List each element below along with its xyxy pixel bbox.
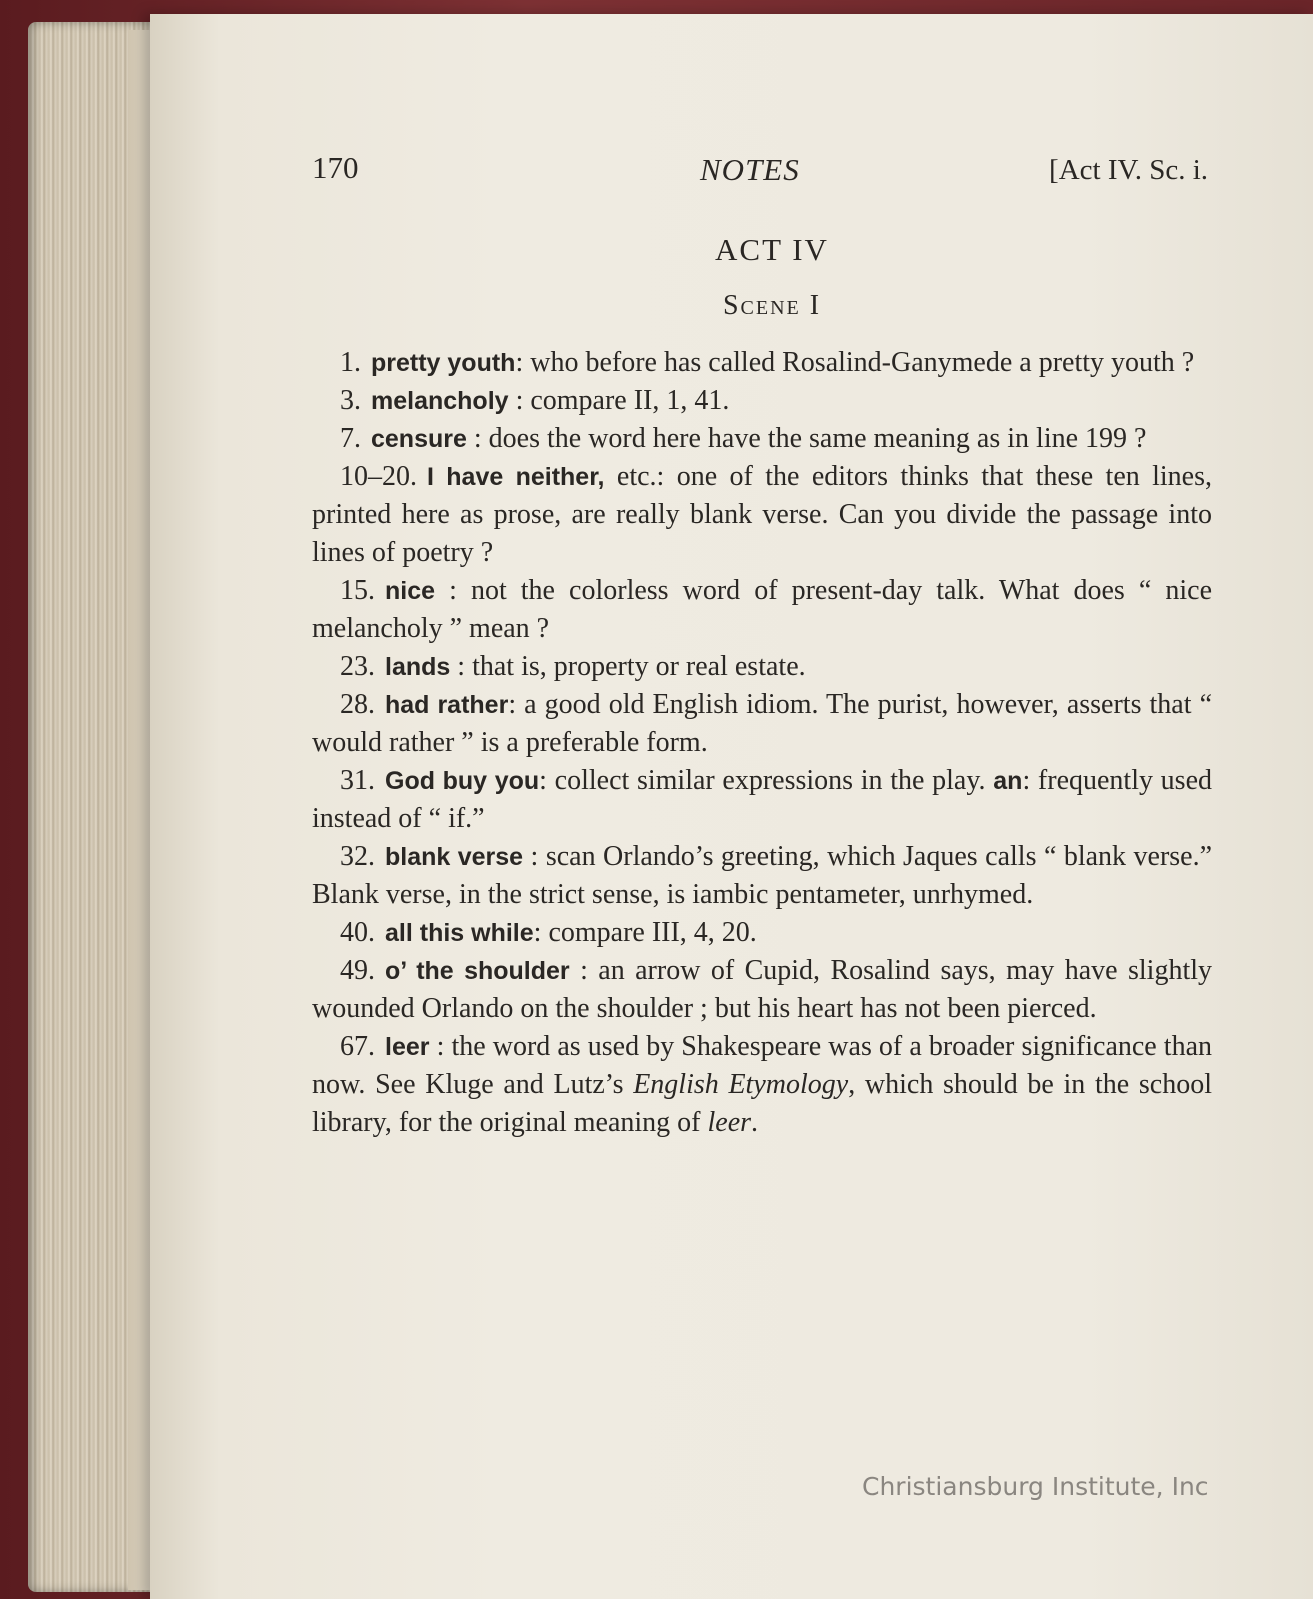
note-number: 1. — [340, 347, 361, 378]
note-separator: : — [436, 1031, 445, 1062]
note-term: leer — [385, 1033, 430, 1061]
note-term: melancholy — [371, 387, 509, 415]
note-text: an arrow of Cupid, Rosalind says, may have slightly wounded Orlando on the shoulder ; but his heart has not been pierced. — [312, 955, 1212, 1024]
note-text: that is, property or real estate. — [472, 651, 806, 682]
note-7 — [312, 420, 1212, 458]
note-number: 40. — [340, 917, 375, 948]
note-term-secondary: an — [993, 767, 1023, 795]
note-text: compare II, 1, 41. — [530, 385, 730, 416]
note-text: one of the editors thinks that these ten lines, printed here as prose, are really blank verse. Can you divide the passage into lines of poetry ? — [312, 461, 1213, 568]
note-text: not the colorless word of present-day talk. What does “ nice melancholy ” mean ? — [312, 575, 1213, 644]
note-separator: : — [508, 689, 517, 720]
term-italic: leer — [707, 1107, 752, 1138]
note-text: compare III, 4, 20. — [548, 917, 757, 948]
note-term: God buy you — [385, 767, 540, 795]
note-number: 28. — [340, 689, 375, 720]
note-3 — [312, 382, 1212, 420]
note-32 — [312, 838, 1212, 914]
note-term: nice — [385, 577, 436, 605]
note-number: 7. — [340, 423, 361, 454]
note-1 — [312, 344, 1212, 382]
scene-heading: Scene I — [722, 290, 822, 321]
note-10-20 — [312, 458, 1212, 572]
note-number: 67. — [340, 1031, 375, 1062]
note-term: censure — [371, 425, 467, 453]
note-28 — [312, 686, 1212, 762]
note-term: o’ the shoulder — [385, 957, 570, 985]
note-number: 10–20. — [340, 461, 417, 492]
note-text: a good old English idiom. The purist, however, asserts that “ would rather ” is a preferable form. — [312, 689, 1212, 758]
note-separator: : — [1022, 765, 1031, 796]
note-text: the word as used by Shakespeare was of a broader significance than now. See Kluge and Lutz’s — [312, 1031, 1213, 1100]
note-number: 49. — [340, 955, 375, 986]
note-text: , which should be in the school library, for the original meaning of — [312, 1069, 1213, 1138]
note-40 — [312, 914, 1212, 952]
note-text: scan Orlando’s greeting, which Jaques calls “ blank verse.” Blank verse, in the strict sense, is iambic pentameter, unrhymed. — [312, 841, 1213, 910]
note-term: lands — [385, 653, 451, 681]
page-header — [312, 150, 1212, 202]
note-31 — [312, 762, 1212, 838]
note-separator: : — [515, 347, 524, 378]
note-separator: : — [473, 423, 482, 454]
note-term: all this while — [385, 919, 534, 947]
note-separator: : — [449, 575, 457, 606]
watermark: Christiansburg Institute, Inc — [862, 1472, 1209, 1501]
note-separator: : — [533, 917, 542, 948]
act-heading: ACT IV — [715, 232, 829, 267]
page-number: 170 — [312, 150, 359, 185]
note-term: had rather — [385, 691, 509, 719]
note-term: pretty youth — [371, 349, 516, 377]
note-text: . — [751, 1107, 759, 1138]
note-separator: : — [515, 385, 524, 416]
note-separator: : — [539, 765, 547, 796]
book-title-italic: English Etymology — [633, 1069, 849, 1100]
note-number: 32. — [340, 841, 375, 872]
note-23 — [312, 648, 1212, 686]
note-text: who before has called Rosalind-Ganymede a pretty youth ? — [530, 347, 1195, 378]
note-term: I have neither, — [427, 463, 605, 491]
page-content — [312, 150, 1212, 1142]
notes-list — [312, 344, 1212, 1142]
note-number: 3. — [340, 385, 361, 416]
note-separator: : — [580, 955, 588, 986]
note-49 — [312, 952, 1212, 1028]
note-67 — [312, 1028, 1212, 1142]
note-text-secondary: frequently used instead of “ if.” — [312, 765, 1213, 834]
note-number: 31. — [340, 765, 375, 796]
note-separator: etc.: — [616, 461, 665, 492]
note-separator: : — [457, 651, 466, 682]
note-number: 15. — [340, 575, 375, 606]
note-text: collect similar expressions in the play. — [554, 765, 986, 796]
note-separator: : — [530, 841, 539, 872]
note-number: 23. — [340, 651, 375, 682]
note-15 — [312, 572, 1212, 648]
running-title: NOTES — [700, 152, 800, 187]
note-term: blank verse — [385, 843, 524, 871]
note-text: does the word here have the same meaning as in line 199 ? — [488, 423, 1147, 454]
act-scene-reference: [Act IV. Sc. i. — [1049, 154, 1208, 186]
